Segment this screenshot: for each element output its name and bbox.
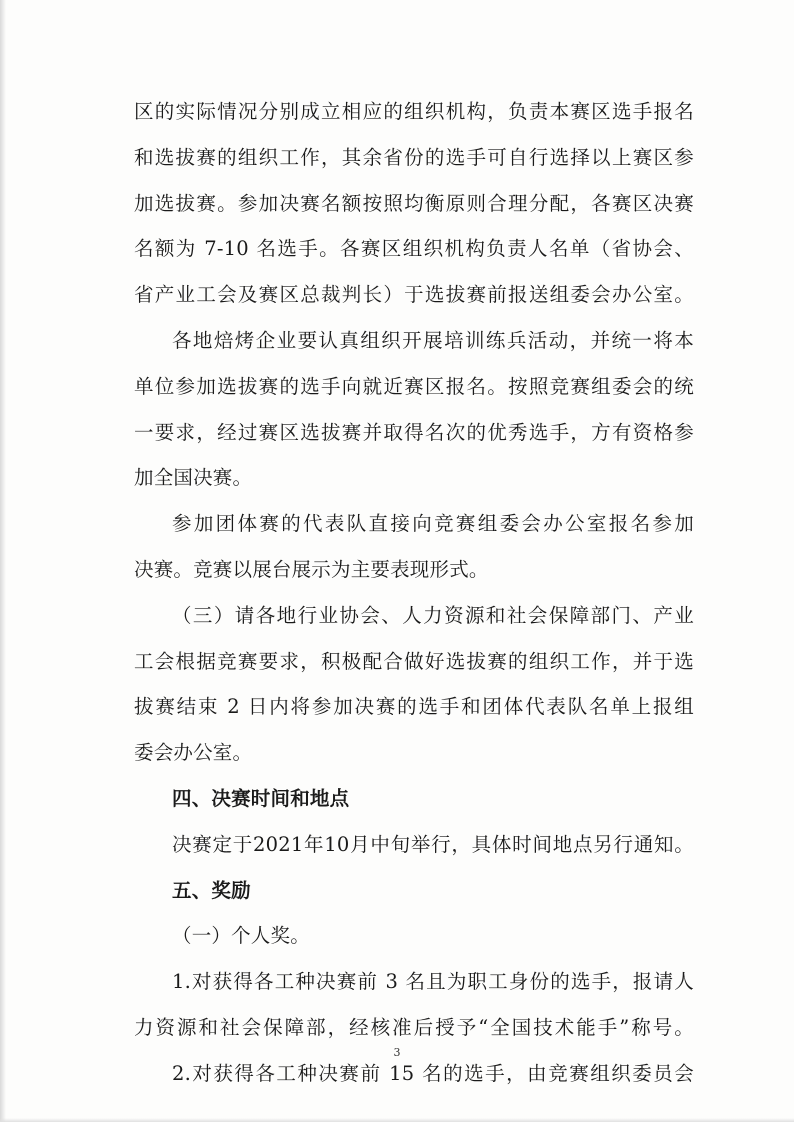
body-text-line: 各地焙烤企业要认真组织开展培训练兵活动，并统一将本 [172, 329, 694, 352]
body-text-line: 决赛。竞赛以展台展示为主要表现形式。 [134, 558, 489, 581]
list-item-line: 2.对获得各工种决赛前 15 名的选手，由竞赛组织委员会 [172, 1061, 694, 1085]
scan-edge-bottom [0, 1118, 794, 1122]
body-text-line: 一要求，经过赛区选拔赛并取得名次的优秀选手，方有资格参 [134, 420, 694, 444]
page-number: 3 [393, 1046, 401, 1059]
body-text-line: 拔赛结束 2 日内将参加决赛的选手和团体代表队名单上报组 [134, 695, 694, 719]
body-text-line: 单位参加选拔赛的选手向就近赛区报名。按照竞赛组委会的统 [134, 374, 694, 398]
body-text-line: 加选拔赛。参加决赛名额按照均衡原则合理分配，各赛区决赛 [134, 191, 694, 215]
body-text-line: 委会办公室。 [134, 741, 253, 765]
body-text-line: 省产业工会及赛区总裁判长）于选拔赛前报送组委会办公室。 [134, 283, 694, 307]
list-item-line: 1.对获得各工种决赛前 3 名且为职工身份的选手，报请人 [172, 970, 694, 994]
list-item-line: 力资源和社会保障部，经核准后授予“全国技术能手”称号。 [134, 1016, 694, 1039]
body-text-line: 加全国决赛。 [134, 466, 253, 490]
scan-edge-left [0, 0, 6, 1122]
body-text-line: 决赛定于2021年10月中旬举行，具体时间地点另行通知。 [172, 832, 694, 856]
body-text-line: 工会根据竞赛要求，积极配合做好选拔赛的组织工作，并于选 [134, 649, 694, 673]
body-text-line: 区的实际情况分别成立相应的组织机构，负责本赛区选手报名 [134, 100, 694, 123]
body-text-line: 名额为 7-10 名选手。各赛区组织机构负责人名单（省协会、 [134, 237, 694, 261]
section-heading: 四、决赛时间和地点 [172, 787, 350, 810]
body-text-line: （三）请各地行业协会、人力资源和社会保障部门、产业 [172, 603, 694, 627]
section-heading: 五、奖励 [172, 878, 251, 902]
body-text-line: 和选拔赛的组织工作，其余省份的选手可自行选择以上赛区参 [134, 145, 694, 169]
subsection-heading: （一）个人奖。 [172, 924, 310, 948]
body-text-line: 参加团体赛的代表队直接向竞赛组委会办公室报名参加 [172, 512, 694, 536]
